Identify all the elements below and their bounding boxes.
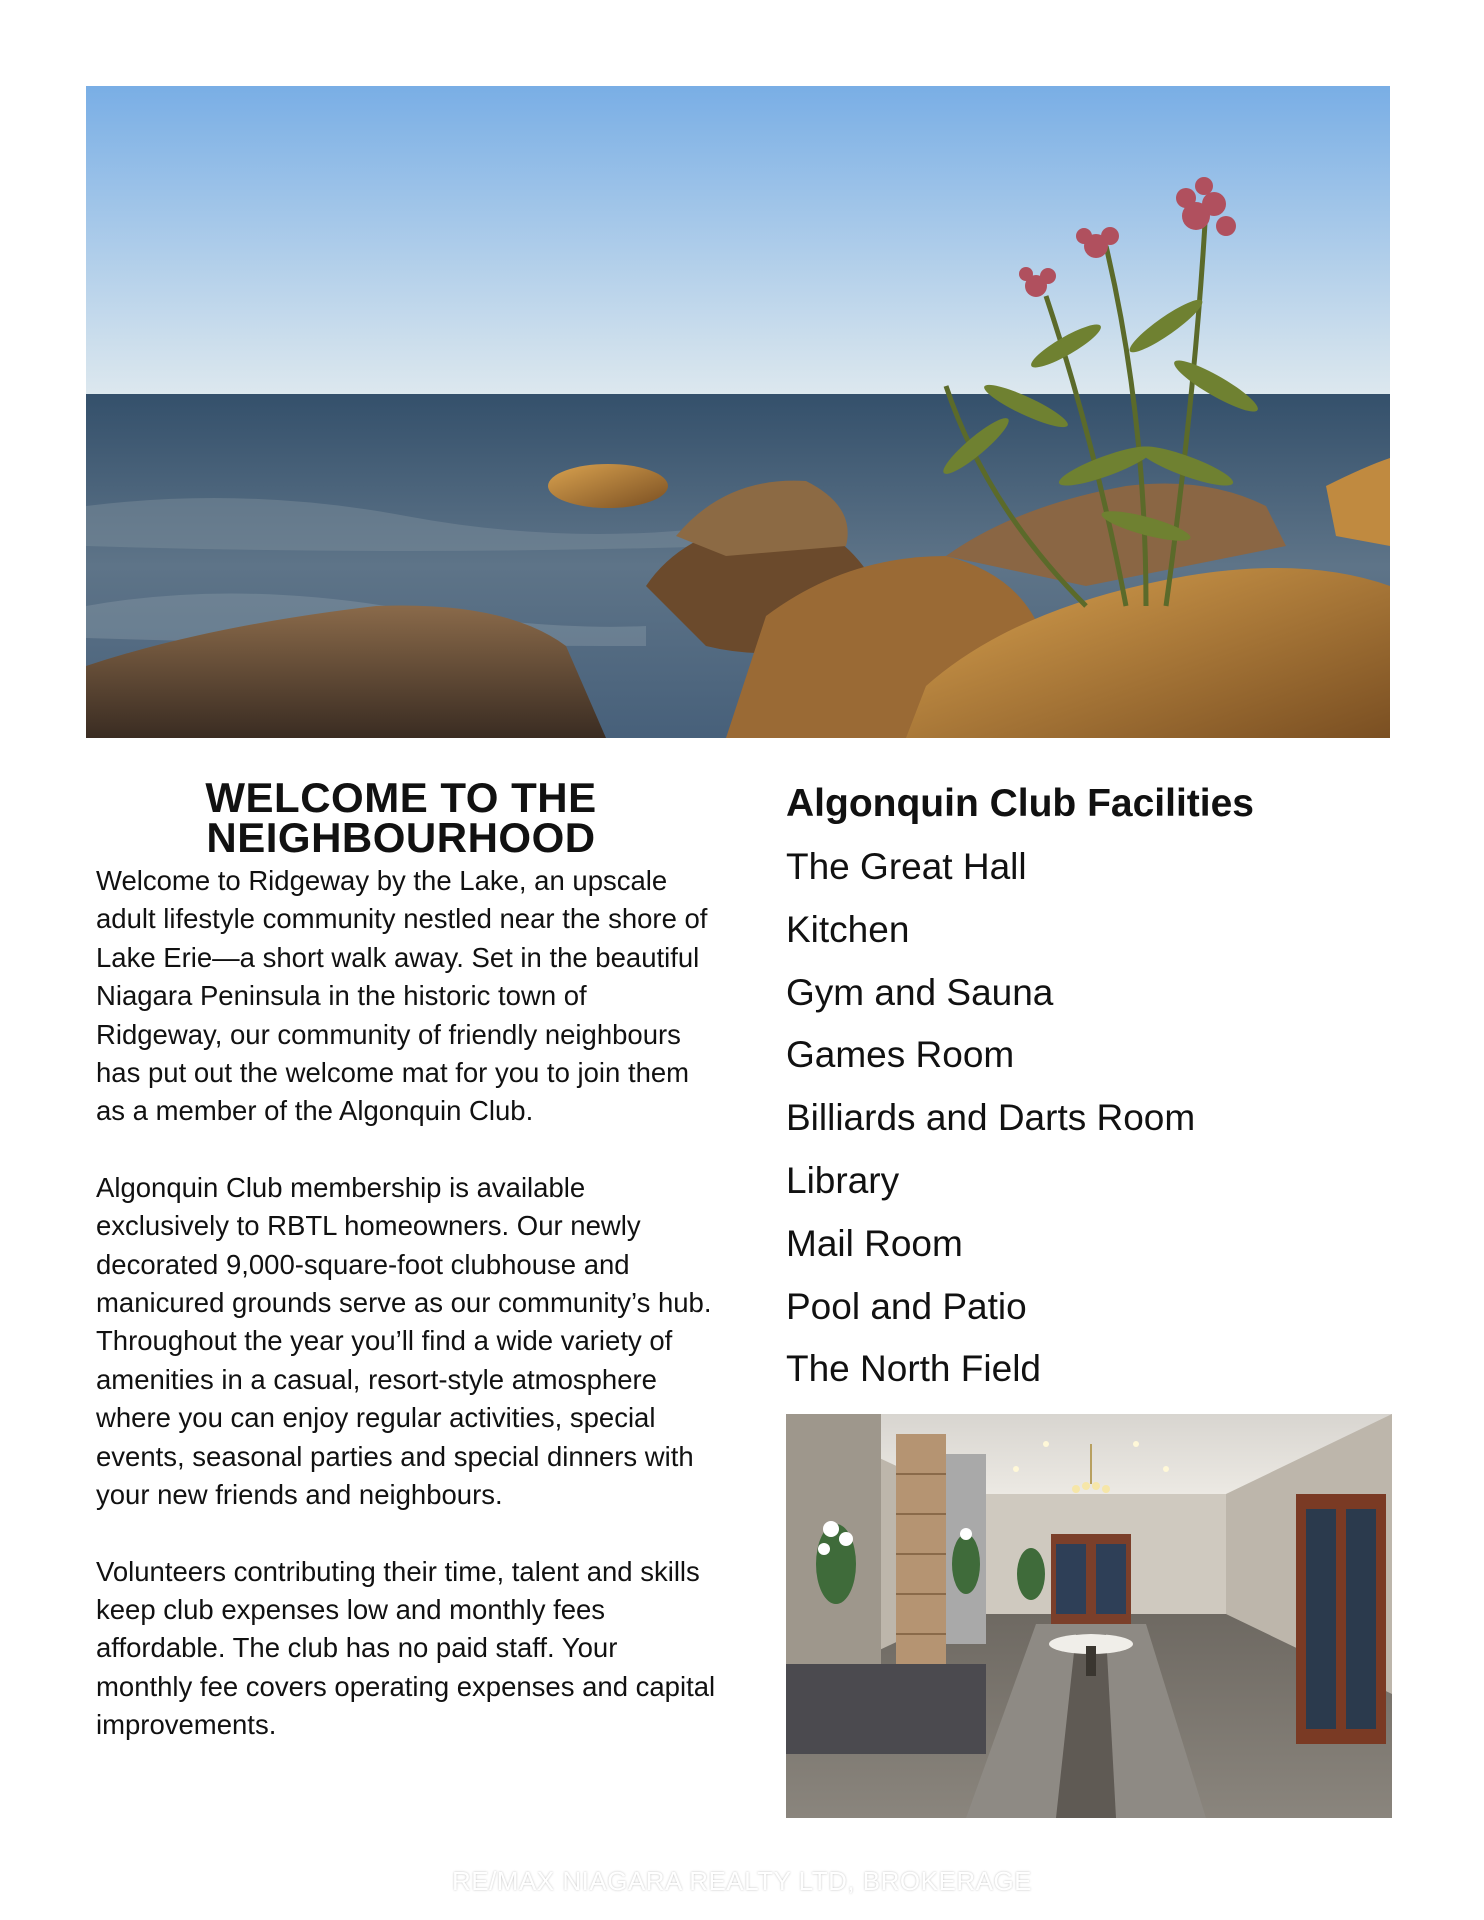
clubhouse-interior-photo bbox=[786, 1414, 1392, 1818]
welcome-heading bbox=[96, 774, 706, 861]
facility-item-library: Library bbox=[786, 1159, 900, 1201]
welcome-paragraph-membership: Algonquin Club membership is available exclusively to RBTL homeowners. Our newly decorated 9,000-square-foot clubhouse and manicured grounds serve as our community’s hub. Throughout the year you’ll find a wide variety of amenities in a casual, resort-style atmosphere where you can enjoy regular activities, special events, seasonal parties and special dinners with your new friends and neighbours. bbox=[96, 1171, 712, 1511]
facilities-list bbox=[786, 836, 1386, 1401]
facility-item-billiards-darts: Billiards and Darts Room bbox=[786, 1097, 1196, 1139]
welcome-paragraph-intro: Welcome to Ridgeway by the Lake, an upscale adult lifestyle community nestled near the shore of Lake Erie—a short walk away. Set in the beautiful Niagara Peninsula in the historic town of Ridgeway, our community of friendly neighbours has put out the welcome mat for you to join them as a member of the Algonquin Club. bbox=[96, 865, 708, 1127]
welcome-heading-line2: NEIGHBOURHOOD bbox=[206, 814, 596, 861]
facility-item-games-room: Games Room bbox=[786, 1034, 1015, 1076]
facilities-heading: Algonquin Club Facilities bbox=[786, 782, 1254, 825]
welcome-section bbox=[96, 774, 716, 1745]
brokerage-watermark: RE/MAX NIAGARA REALTY LTD, BROKERAGE bbox=[451, 1866, 1033, 1896]
facility-item-great-hall: The Great Hall bbox=[786, 846, 1027, 887]
hero-lake-photo bbox=[86, 86, 1390, 738]
facility-item-mail-room: Mail Room bbox=[786, 1222, 963, 1264]
facility-item-gym-sauna: Gym and Sauna bbox=[786, 971, 1054, 1013]
welcome-paragraph-volunteers: Volunteers contributing their time, talent and skills keep club expenses low and monthly fees affordable. The club has no paid staff. Your monthly fee covers operating expenses and capital improvements. bbox=[96, 1555, 716, 1741]
facility-item-pool-patio: Pool and Patio bbox=[786, 1285, 1027, 1327]
facility-item-north-field: The North Field bbox=[786, 1348, 1041, 1390]
welcome-heading-line1: WELCOME TO THE bbox=[205, 774, 597, 821]
facility-item-kitchen: Kitchen bbox=[786, 908, 910, 950]
facilities-section bbox=[786, 776, 1386, 1401]
